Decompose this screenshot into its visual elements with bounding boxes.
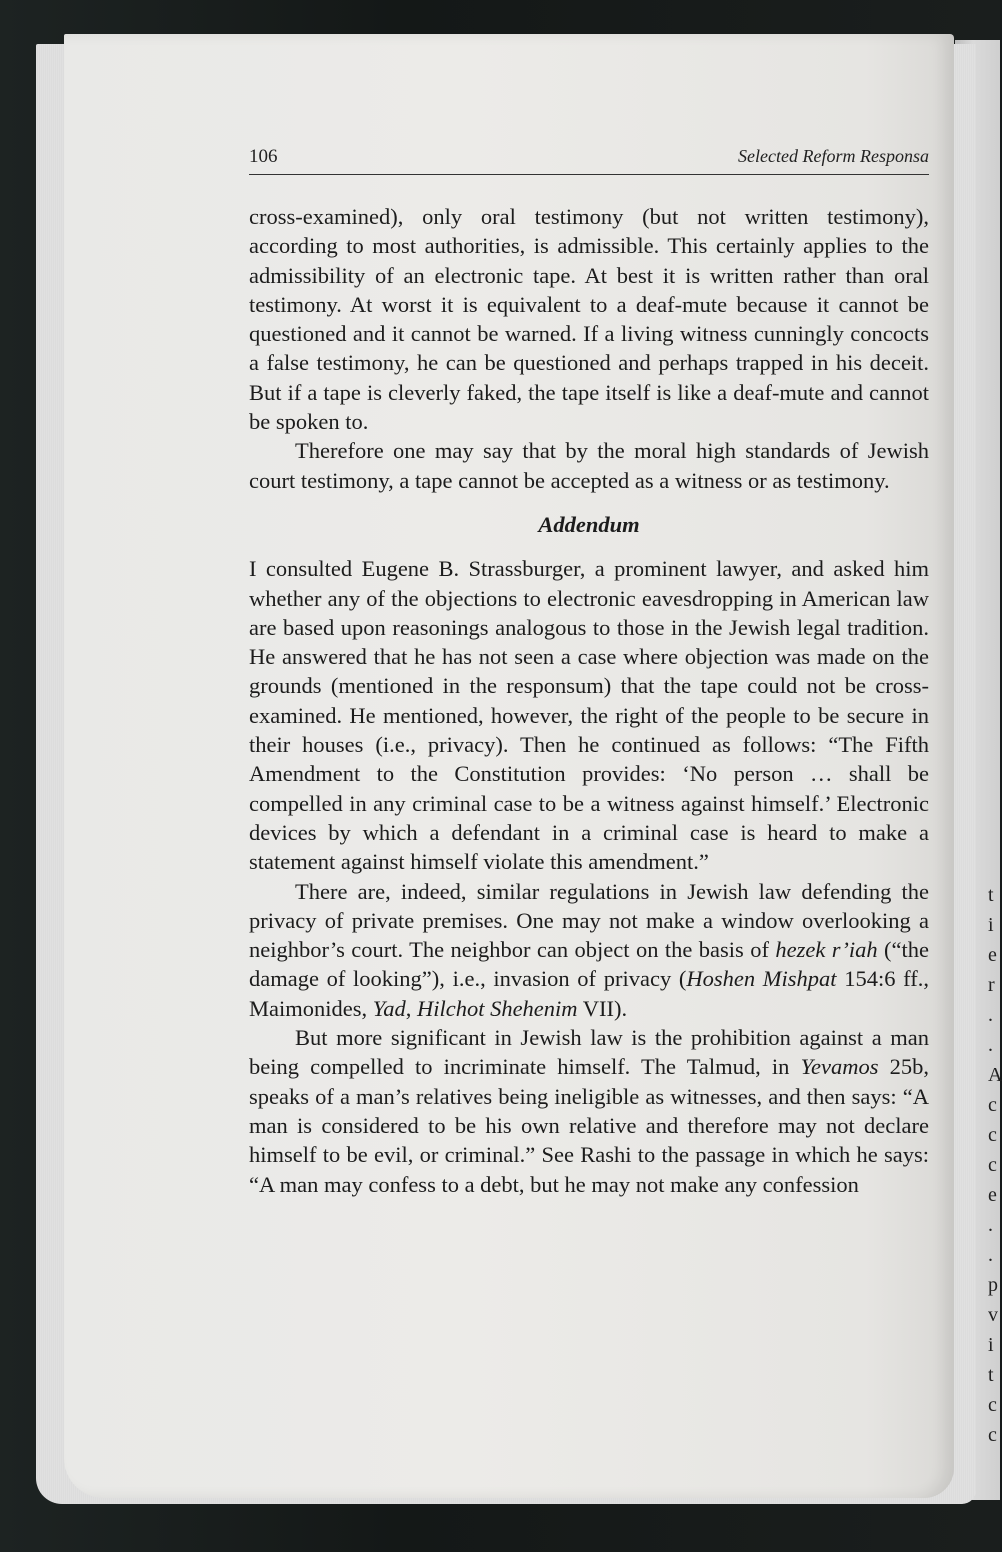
paragraph-4 <box>249 877 929 1023</box>
body-text <box>249 202 929 1199</box>
section-heading-addendum: Addendum <box>538 511 640 537</box>
paragraph-3: I consulted Eugene B. Strassburger, a prominent lawyer, and asked him whether any of the objections to electronic eavesdropping in American law are based upon reasonings analogous to those in the Jewish legal tradition. He answered that he has not seen a case where objection was made on the grounds (mentioned in the responsum) that the tape could not be cross-examined. He mentioned, however, the right of the people to be secure in their houses (i.e., privacy). Then he continued as follows: “The Fifth Amendment to the Constitution provides: ‘No person … shall be compelled in any criminal case to be a witness against himself.’ Electronic devices by which a defendant in a criminal case is heard to make a statement against himself violate this amendment.” <box>249 556 929 875</box>
page-number: 106 <box>249 146 278 167</box>
p4-text-e: VII). <box>577 995 628 1021</box>
p5-text-a: But more significant in Jewish law is the prohibition against a man being compelled to incriminate himself. The Talmud, in <box>249 1025 929 1080</box>
p4-text-a: There are, indeed, similar regulations in Jewish law defending the privacy of private premises. One may not make a window overlooking a neighbor’s court. The neighbor can object on the basis of <box>249 878 929 963</box>
source-title: Yevamos <box>800 1054 879 1080</box>
facing-page-letters: t i e r . . A c c c e . . p v i t c c <box>988 884 1002 1446</box>
paragraph-1: cross-examined), only oral testimony (but not written testimony), according to most authorities, is admissible. This certainly applies to the admissibility of an electronic tape. At best it is written rather than oral testimony. At worst it is equivalent to a deaf-mute because it cannot be questioned and it cannot be warned. If a living witness cunningly concocts a false testimony, he can be questioned and perhaps trapped in his deceit. But if a tape is cleverly faked, the tape itself is like a deaf-mute and cannot be spoken to. <box>249 204 929 435</box>
running-title: Selected Reform Responsa <box>738 146 929 166</box>
hebrew-term: hezek r’iah <box>775 937 878 963</box>
source-title: Yad <box>372 995 406 1021</box>
p4-text-d: , <box>405 995 417 1021</box>
paragraph-5 <box>249 1023 929 1199</box>
p4-text-c: 154:6 ff., Maimonides, <box>249 966 929 1021</box>
source-title: Hoshen Mishpat <box>686 966 837 992</box>
p5-text-b: 25b, speaks of a man’s relatives being ineligible as witnesses, and then says: “A man is considered to be his own relative and therefore may not declare himself to be evil, or criminal.” See Rashi to the passage in which he says: “A man may confess to a debt, but he may not make any confession <box>249 1054 930 1197</box>
source-title: Hilchot Shehenim <box>416 995 578 1021</box>
p4-text-b: (“the damage of looking”), i.e., invasion of privacy ( <box>249 937 929 992</box>
paragraph-2: Therefore one may say that by the moral high standards of Jewish court testimony, a tape cannot be accepted as a witness or as testimony. <box>249 438 929 493</box>
page-header <box>249 144 929 175</box>
